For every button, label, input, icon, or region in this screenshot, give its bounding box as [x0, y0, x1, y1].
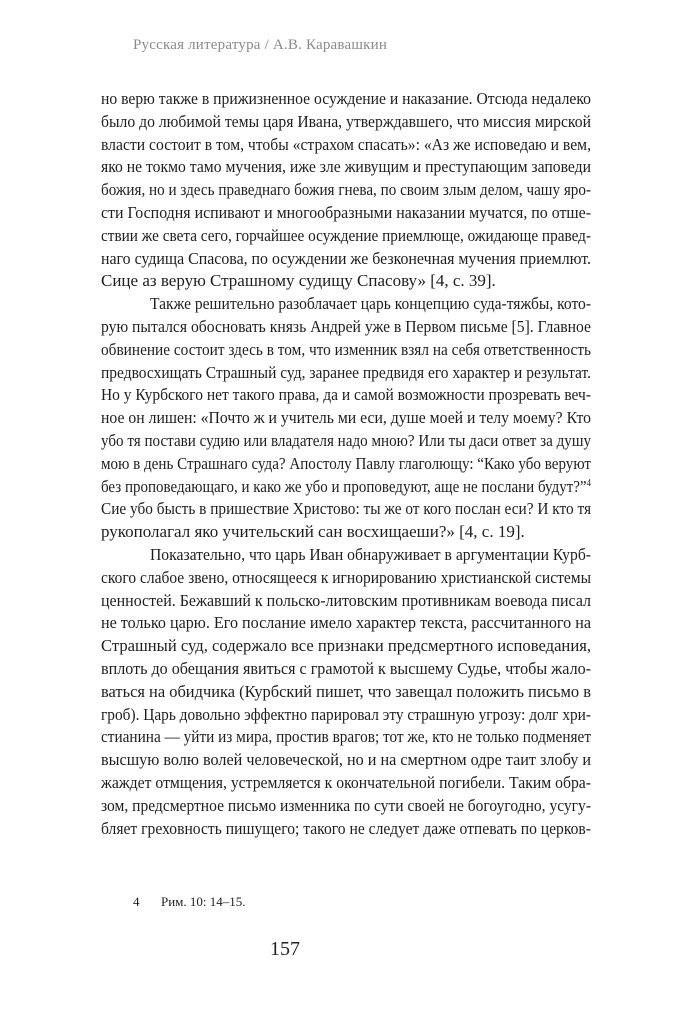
text-line: [101, 270, 591, 293]
line-text: предвосхищать Страшный суд, заранее предвидя его характер и результат.: [101, 362, 591, 382]
line-text: гроб). Царь довольно эффектно парировал эту страшную угрозу: долг хри-: [101, 704, 591, 724]
line-text: наго судища Спасова, по осуждении же безконечная мучения приемлют.: [101, 248, 591, 268]
line-text: жаждет отмщения, устремляется к окончательной погибели. Таким обра-: [101, 772, 591, 792]
line-text: ского слабое звено, относящееся к игнорированию христианской системы: [101, 567, 591, 587]
text-line: [101, 772, 591, 795]
line-text: ценностей. Бежавший к польско-литовским противникам воевода писал: [101, 590, 591, 610]
running-head: Русская литература / А.В. Каравашкин: [133, 37, 388, 53]
text-line: [101, 384, 591, 407]
text-line: [101, 726, 591, 749]
page-number: 157: [270, 938, 300, 960]
text-line: [101, 681, 591, 704]
text-line: [101, 316, 591, 339]
line-text: убо тя постави судию или владателя надо мною? Или ты даси ответ за душу: [101, 430, 591, 450]
line-text: власти состоит в том, чтобы «страхом спасать»: «Аз же исповедаю и вем,: [101, 134, 591, 154]
text-line: [101, 339, 591, 362]
text-line: [101, 476, 591, 499]
text-line-content: [101, 498, 591, 521]
line-text: вплоть до обещания явиться с грамотой к высшему Судье, чтобы жало-: [101, 658, 591, 678]
footnote: [133, 894, 246, 910]
line-text: ное он лишен: «Почто ж и учитель ми еси, душе моей и телу моему? Кто: [101, 408, 591, 428]
text-line-content: [101, 339, 591, 362]
text-line-content: [101, 749, 591, 772]
text-line: [101, 225, 591, 248]
text-line-content: [101, 111, 591, 134]
text-line: [101, 749, 591, 772]
line-text: ваться на обидчика (Курбский пишет, что завещал положить письмо в: [101, 681, 591, 701]
text-line: [101, 88, 591, 111]
text-line-content: [101, 453, 591, 476]
text-line: [101, 498, 591, 521]
text-line-content: [101, 681, 591, 704]
text-line-content: [101, 362, 591, 385]
footnote-text: Рим. 10: 14–15.: [161, 894, 246, 909]
text-line-content: [101, 88, 591, 111]
body-text: [101, 88, 591, 840]
footnote-number: 4: [133, 894, 140, 909]
text-line: [101, 453, 591, 476]
text-line-content: [150, 544, 591, 567]
line-text: рую пытался обосновать князь Андрей уже в Первом письме [5]. Главное: [101, 316, 591, 336]
text-line-content: [101, 384, 591, 407]
line-text: Сице аз верую Страшному судищу Спасову» [4, с. 39].: [101, 271, 496, 291]
text-line-content: [101, 270, 496, 293]
text-line-content: [101, 430, 591, 453]
line-text: Показательно, что царь Иван обнаруживает в аргументации Курб-: [150, 544, 591, 564]
text-line: [101, 362, 591, 385]
line-text: стианина — уйти из мира, простив врагов; тот же, кто не только подменяет: [101, 727, 591, 747]
text-line-content: [101, 818, 591, 841]
text-line-content: [101, 590, 591, 613]
text-line-content: [101, 156, 591, 179]
line-text: не только царю. Его послание имело характер текста, рассчитанного на: [101, 613, 591, 633]
text-line-content: [101, 772, 591, 795]
line-text: сти Господня испивают и многообразными наказании мучатся, по отше-: [101, 202, 591, 222]
text-line: [101, 134, 591, 157]
line-text: Но у Курбского нет такого права, да и самой возможности прозревать веч-: [101, 385, 591, 405]
line-text: ствии же света сего, горчайшее осуждение приемлюще, ожидающе правед-: [101, 225, 591, 245]
line-text: высшую волю волей человеческой, но и на смертном одре таит злобу и: [101, 750, 591, 770]
text-line-content: [101, 795, 591, 818]
text-line: [101, 635, 591, 658]
line-text: Сие убо бысть в пришествие Христово: ты же от кого послан еси? И кто тя: [101, 499, 591, 519]
text-line-content: [101, 202, 591, 225]
text-line-content: [101, 658, 591, 681]
text-line: [101, 407, 591, 430]
text-line: [101, 567, 591, 590]
line-text: было до любимой темы царя Ивана, утверждавшего, что миссия мирской: [101, 111, 591, 131]
text-line-content: [101, 704, 591, 727]
text-line: [101, 248, 591, 271]
line-text: Также решительно разоблачает царь концепцию суда-тяжбы, кото-: [150, 294, 591, 314]
text-line: [101, 704, 591, 727]
text-line: [101, 156, 591, 179]
text-line-content: [101, 521, 525, 544]
line-text: обвинение состоит здесь в том, что изменник взял на себя ответственность: [101, 339, 591, 359]
text-line: [101, 818, 591, 841]
text-line-content: [101, 179, 591, 202]
text-line: [101, 658, 591, 681]
text-line-content: [101, 567, 591, 590]
line-text: яко не токмо тамо мучения, иже зле живущим и преступающим заповеди: [101, 157, 591, 177]
line-text: но верю также в прижизненное осуждение и наказание. Отсюда недалеко: [101, 89, 591, 108]
text-line-content: [101, 248, 591, 271]
text-line-content: [101, 225, 591, 248]
line-text: мою в день Страшнаго суда? Апостолу Павлу глаголющу: “Како убо веруют: [101, 453, 591, 473]
text-line: [101, 179, 591, 202]
text-line: [101, 111, 591, 134]
text-line-content: [101, 316, 591, 339]
text-line: [101, 612, 591, 635]
text-line-content: [101, 612, 591, 635]
line-text: без проповедающаго, и како же убо и проповедуют, аще не послани будут?”: [101, 476, 587, 496]
line-text: Страшный суд, содержало все признаки предсмертного исповедания,: [101, 636, 591, 656]
text-line: [101, 795, 591, 818]
line-text: бляет греховность пишущего; такого не следует даже отпевать по церков-: [101, 818, 591, 838]
text-line-content: [150, 293, 591, 316]
line-text: рукополагал яко учительский сан восхищаеши?» [4, с. 19].: [101, 522, 525, 542]
line-text: божия, но и здесь праведнаго божия гнева, по своим злым делом, чашу яро-: [101, 180, 591, 200]
text-line: [101, 202, 591, 225]
text-line-content: [101, 726, 591, 749]
footnote-reference: 4: [586, 477, 591, 489]
line-text: зом, предсмертное письмо изменника по сути своей не богоугодно, усугу-: [101, 795, 591, 815]
text-line-content: [101, 476, 591, 499]
text-line: [101, 293, 591, 316]
text-line-content: [101, 134, 591, 157]
text-line: [101, 544, 591, 567]
text-line: [101, 430, 591, 453]
text-line-content: [101, 635, 591, 658]
text-line-content: [101, 407, 591, 430]
text-line: [101, 521, 591, 544]
text-line: [101, 590, 591, 613]
